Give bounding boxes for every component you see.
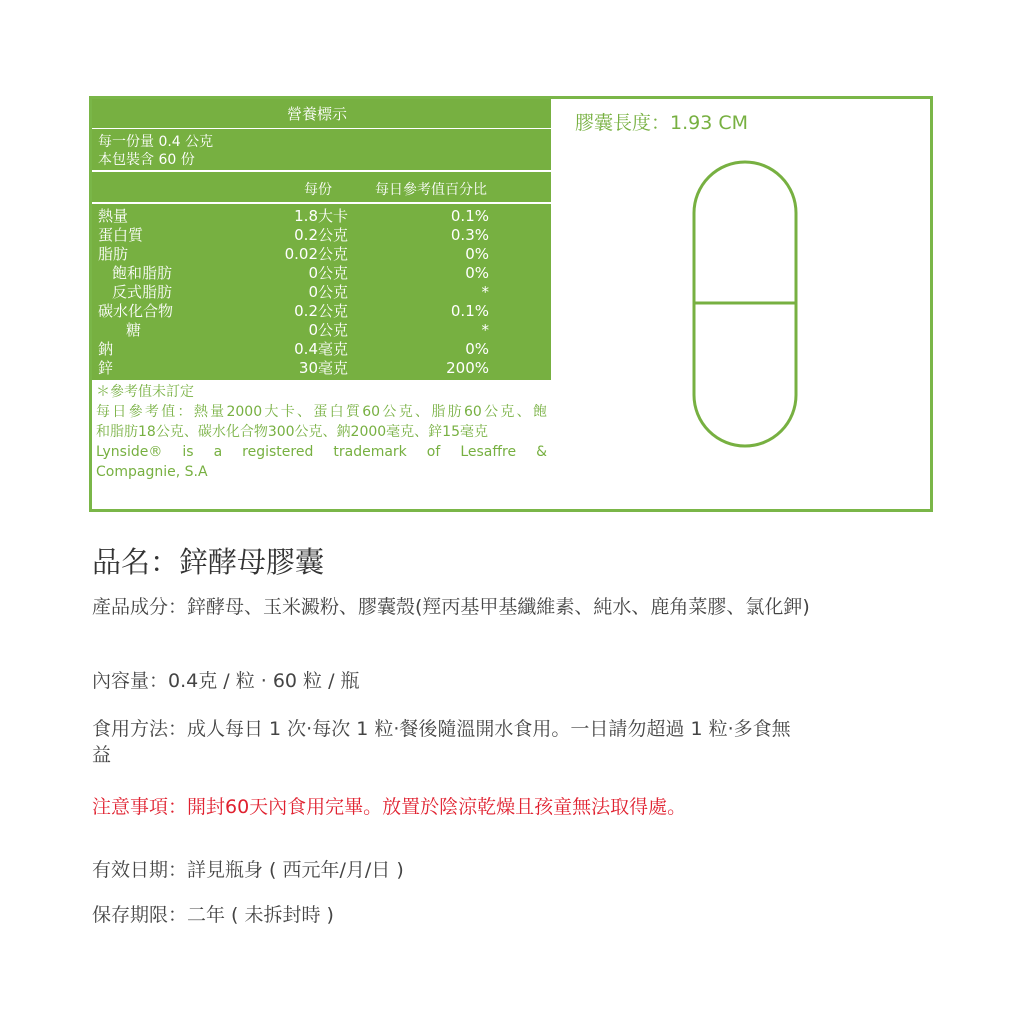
column-header bbox=[92, 172, 551, 204]
nutrient-name: 飽和脂肪 bbox=[112, 264, 173, 282]
nutrient-value: 0.2公克 bbox=[294, 226, 348, 244]
note-star: ＊參考值未訂定 bbox=[96, 384, 194, 400]
nutrient-pct: * bbox=[481, 283, 489, 301]
expiry-date: 有效日期：詳見瓶身 ( 西元年/月/日 ) bbox=[92, 859, 404, 881]
caution: 注意事項：開封60天內食用完畢。放置於陰涼乾燥且孩童無法取得處。 bbox=[92, 796, 687, 818]
nutrient-name: 鋅 bbox=[98, 359, 114, 377]
nutrient-name: 蛋白質 bbox=[98, 226, 144, 244]
usage-line-1: 食用方法：成人每日 1 次·每次 1 粒·餐後隨溫開水食用。一日請勿超過 1 粒·多食無 bbox=[92, 718, 791, 740]
nutrient-value: 0.4毫克 bbox=[294, 340, 348, 358]
nutrient-value: 1.8大卡 bbox=[294, 207, 348, 225]
nutrient-pct: 0.3% bbox=[450, 226, 489, 244]
nutrient-row bbox=[92, 246, 551, 262]
nutrition-table bbox=[92, 99, 551, 482]
nutrient-row bbox=[92, 303, 551, 319]
content-amount: 內容量：0.4克 / 粒 · 60 粒 / 瓶 bbox=[92, 670, 360, 692]
nutrition-title: 營養標示 bbox=[92, 99, 551, 129]
usage-line-2: 益 bbox=[92, 744, 112, 766]
note-trademark-2: Compagnie, S.A bbox=[96, 464, 208, 480]
nutrient-pct: 0.1% bbox=[450, 207, 489, 225]
product-name: 品名：鋅酵母膠囊 bbox=[92, 545, 325, 579]
nutrient-row bbox=[92, 341, 551, 357]
capsule-length: 膠囊長度：1.93 CM bbox=[575, 112, 749, 134]
nutrient-value: 0公克 bbox=[308, 321, 348, 339]
note-daily-2: 和脂肪18公克、碳水化合物300公克、鈉2000毫克、鋅15毫克 bbox=[96, 424, 488, 440]
serving-size: 每一份量 0.4 公克 bbox=[98, 134, 214, 150]
nutrient-name: 糖 bbox=[126, 321, 142, 339]
nutrient-pct: 0% bbox=[465, 245, 489, 263]
nutrient-row bbox=[92, 227, 551, 243]
col-daily-pct: 每日參考值百分比 bbox=[375, 182, 487, 198]
nutrient-value: 0.02公克 bbox=[284, 245, 348, 263]
capsule-icon bbox=[692, 160, 798, 450]
nutrient-value: 30毫克 bbox=[298, 359, 348, 377]
nutrient-row bbox=[92, 265, 551, 281]
nutrition-notes bbox=[92, 382, 551, 482]
nutrient-pct: 200% bbox=[446, 359, 489, 377]
nutrient-value: 0公克 bbox=[308, 264, 348, 282]
nutrient-name: 熱量 bbox=[98, 207, 129, 225]
nutrient-name: 脂肪 bbox=[98, 245, 129, 263]
col-per-serving: 每份 bbox=[304, 182, 332, 198]
note-trademark-1: Lynside® is a registered trademark of Lesaffre & bbox=[96, 444, 547, 460]
nutrient-row bbox=[92, 360, 551, 376]
nutrient-name: 鈉 bbox=[98, 340, 114, 358]
servings-per-pack: 本包裝含 60 份 bbox=[98, 152, 195, 168]
nutrient-name: 反式脂肪 bbox=[112, 283, 173, 301]
nutrient-pct: * bbox=[481, 321, 489, 339]
note-daily-1: 每日參考值：熱量2000大卡、蛋白質60公克、脂肪60公克、飽 bbox=[96, 404, 547, 420]
nutrient-value: 0.2公克 bbox=[294, 302, 348, 320]
nutrient-pct: 0.1% bbox=[450, 302, 489, 320]
serving-info bbox=[92, 129, 551, 172]
nutrient-value: 0公克 bbox=[308, 283, 348, 301]
nutrient-row bbox=[92, 208, 551, 224]
nutrient-pct: 0% bbox=[465, 264, 489, 282]
ingredients: 產品成分：鋅酵母、玉米澱粉、膠囊殼(羥丙基甲基纖維素、純水、鹿角菜膠、氯化鉀) bbox=[92, 596, 810, 618]
nutrient-row bbox=[92, 322, 551, 338]
nutrient-rows bbox=[92, 204, 551, 380]
shelf-life: 保存期限：二年 ( 未拆封時 ) bbox=[92, 904, 334, 926]
nutrient-name: 碳水化合物 bbox=[98, 302, 174, 320]
nutrient-row bbox=[92, 284, 551, 300]
nutrient-pct: 0% bbox=[465, 340, 489, 358]
